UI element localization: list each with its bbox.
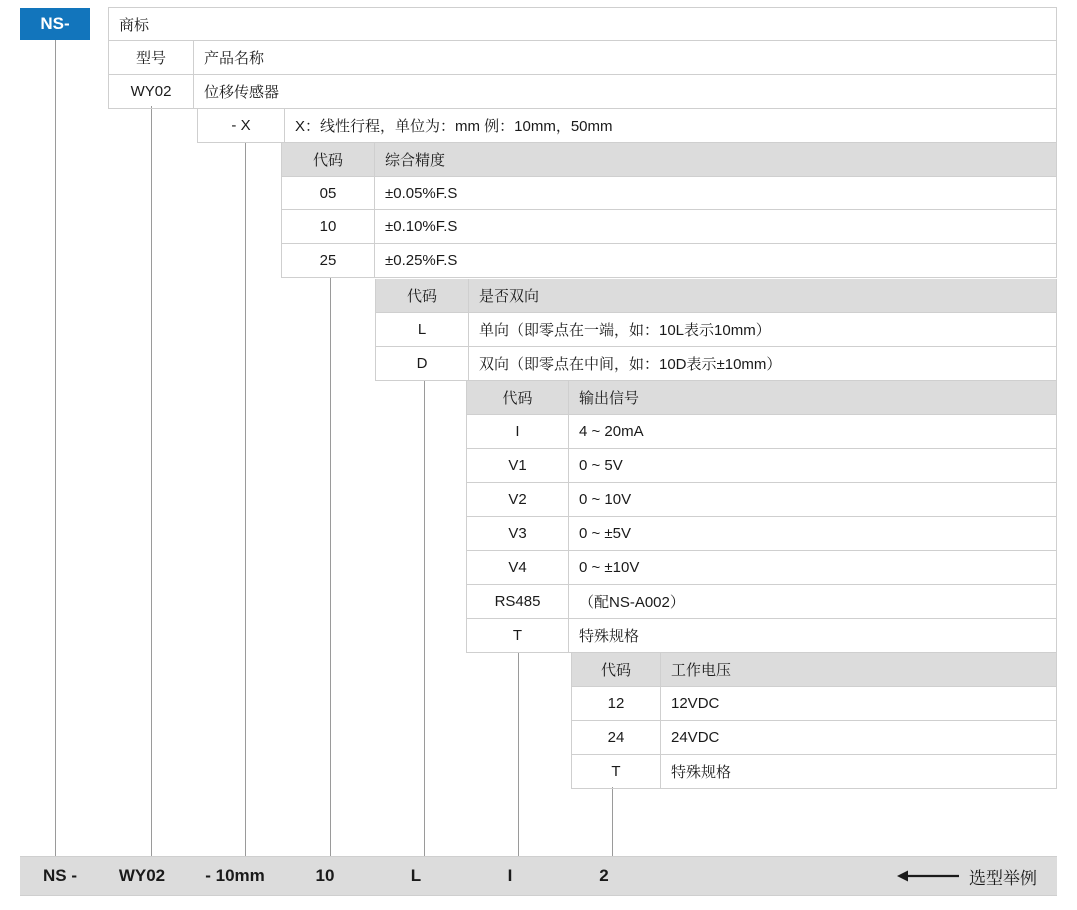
example-item-stroke: - 10mm	[205, 866, 265, 885]
table-row	[108, 75, 1057, 109]
output-header-code: 代码	[466, 381, 569, 414]
example-label: 选型举例	[969, 868, 1037, 888]
stroke-block	[197, 109, 1057, 143]
connector-line-output	[518, 653, 519, 856]
connector-line-model	[151, 106, 152, 856]
output-desc: 0 ~ ±5V	[569, 517, 1057, 550]
model-value-block	[108, 75, 1057, 109]
brand-label: 商标	[108, 8, 1057, 40]
table-header-row	[466, 381, 1057, 415]
left-arrow-icon	[897, 869, 959, 883]
table-row	[281, 244, 1057, 278]
table-header-row	[571, 653, 1057, 687]
table-row	[375, 347, 1057, 381]
table-row	[466, 585, 1057, 619]
brand-code-cell	[20, 8, 90, 40]
voltage-header-desc: 工作电压	[661, 653, 1057, 686]
direction-desc: 单向（即零点在一端，如：10L表示10mm）	[469, 313, 1057, 346]
table-row	[571, 687, 1057, 721]
connector-line-stroke	[245, 142, 246, 856]
model-code: WY02	[108, 75, 194, 108]
output-desc: 0 ~ 10V	[569, 483, 1057, 516]
direction-code: D	[375, 347, 469, 380]
table-row	[108, 41, 1057, 75]
table-row	[108, 7, 1057, 41]
voltage-table	[571, 653, 1057, 789]
direction-header-code: 代码	[375, 279, 469, 312]
output-desc: 0 ~ ±10V	[569, 551, 1057, 584]
voltage-desc: 特殊规格	[661, 755, 1057, 788]
table-row	[466, 619, 1057, 653]
direction-header-desc: 是否双向	[469, 279, 1057, 312]
output-table	[466, 381, 1057, 653]
connector-line-brand	[55, 40, 56, 856]
example-item-voltage: 2	[599, 866, 609, 885]
table-header-row	[375, 279, 1057, 313]
table-row	[466, 483, 1057, 517]
direction-table	[375, 279, 1057, 381]
example-bar	[20, 856, 1057, 896]
example-item-output: I	[507, 866, 513, 885]
accuracy-table	[281, 143, 1057, 278]
accuracy-desc: ±0.10%F.S	[375, 210, 1057, 243]
model-name: 位移传感器	[194, 75, 1057, 108]
model-header-label: 产品名称	[194, 41, 1057, 74]
direction-desc: 双向（即零点在中间，如：10D表示±10mm）	[469, 347, 1057, 380]
voltage-desc: 24VDC	[661, 721, 1057, 754]
output-desc: 特殊规格	[569, 619, 1057, 652]
direction-code: L	[375, 313, 469, 346]
voltage-code: 12	[571, 687, 661, 720]
output-code: V3	[466, 517, 569, 550]
output-desc: （配NS-A002）	[569, 585, 1057, 618]
stroke-desc: X：线性行程，单位为：mm 例：10mm，50mm	[285, 109, 1057, 142]
accuracy-code: 10	[281, 210, 375, 243]
stroke-code: - X	[197, 109, 285, 142]
table-row	[281, 177, 1057, 210]
voltage-code: 24	[571, 721, 661, 754]
output-code: V1	[466, 449, 569, 482]
example-item-direction: L	[410, 866, 422, 885]
output-code: V2	[466, 483, 569, 516]
output-code: T	[466, 619, 569, 652]
table-row	[571, 755, 1057, 789]
output-code: V4	[466, 551, 569, 584]
output-desc: 4 ~ 20mA	[569, 415, 1057, 448]
output-code: I	[466, 415, 569, 448]
table-row	[281, 210, 1057, 244]
example-item-model: WY02	[118, 866, 166, 885]
voltage-code: T	[571, 755, 661, 788]
accuracy-header-code: 代码	[281, 143, 375, 176]
accuracy-desc: ±0.05%F.S	[375, 177, 1057, 209]
voltage-header-code: 代码	[571, 653, 661, 686]
table-row	[466, 449, 1057, 483]
brand-label-block	[108, 7, 1057, 41]
table-row	[466, 517, 1057, 551]
accuracy-code: 05	[281, 177, 375, 209]
connector-line-voltage	[612, 787, 613, 856]
accuracy-code: 25	[281, 244, 375, 277]
voltage-desc: 12VDC	[661, 687, 1057, 720]
table-row	[571, 721, 1057, 755]
example-item-brand: NS -	[43, 866, 77, 885]
accuracy-desc: ±0.25%F.S	[375, 244, 1057, 277]
model-header-code: 型号	[108, 41, 194, 74]
output-code: RS485	[466, 585, 569, 618]
model-header-block	[108, 41, 1057, 75]
table-row	[466, 551, 1057, 585]
accuracy-header-desc: 综合精度	[375, 143, 1057, 176]
brand-code: NS-	[40, 14, 70, 33]
table-row	[375, 313, 1057, 347]
example-annotation	[897, 864, 1057, 889]
table-row	[197, 109, 1057, 143]
connector-line-direction	[424, 381, 425, 856]
table-row	[466, 415, 1057, 449]
example-item-accuracy: 10	[315, 866, 335, 885]
output-desc: 0 ~ 5V	[569, 449, 1057, 482]
connector-line-accuracy	[330, 278, 331, 856]
table-header-row	[281, 143, 1057, 177]
output-header-desc: 输出信号	[569, 381, 1057, 414]
